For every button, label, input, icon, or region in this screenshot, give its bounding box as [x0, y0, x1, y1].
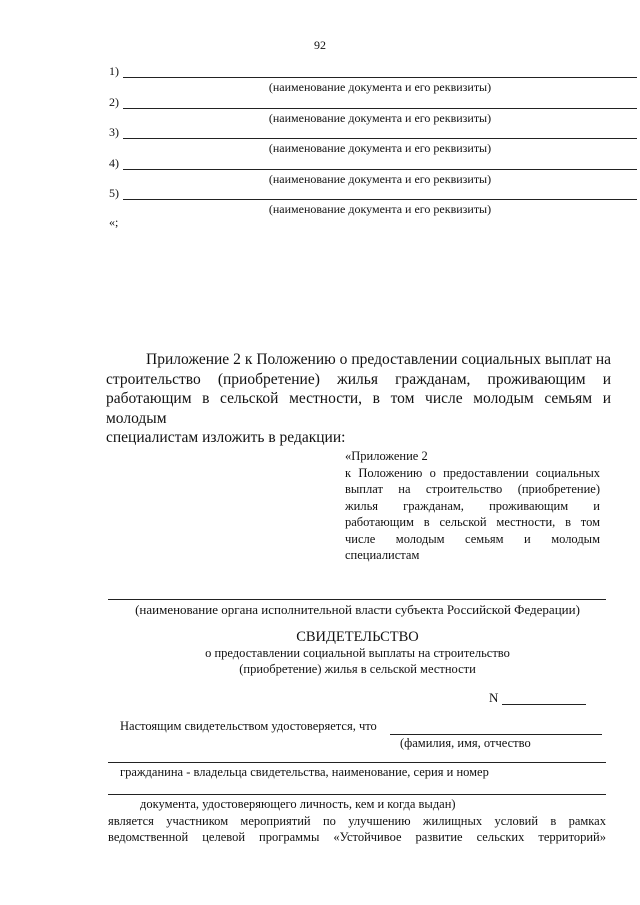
certificate-subtitle: о предоставлении социальной выплаты на строительство [205, 646, 510, 660]
holder-caption: гражданина - владельца свидетельства, наименование, серия и номер [120, 765, 489, 779]
document-fill-line [123, 108, 637, 109]
list-item-number: 5) [109, 186, 119, 200]
document-caption: (наименование документа и его реквизиты) [268, 202, 492, 216]
appendix-header [345, 448, 600, 564]
list-item-number: 2) [109, 95, 119, 109]
document-fill-line-2 [108, 794, 606, 795]
list-item-number: 1) [109, 64, 119, 78]
list-item-number: 3) [109, 125, 119, 139]
document-caption: (наименование документа и его реквизиты) [268, 172, 492, 186]
paragraph-line: специалистам изложить в редакции: [106, 429, 346, 446]
certificate-subtitle: (приобретение) жилья в сельской местности [239, 662, 476, 676]
fio-fill-line [390, 734, 602, 735]
participant-text: ведомственной целевой программы «Устойчивое развитие сельских территорий» [108, 830, 606, 844]
document-caption: (наименование документа и его реквизиты) [268, 111, 492, 125]
fio-caption: (фамилия, имя, отчество [400, 736, 531, 750]
document-fill-line [123, 199, 637, 200]
appendix-line: числе молодым семьям и молодым [345, 531, 600, 546]
certificate-title: СВИДЕТЕЛЬСТВО [296, 629, 419, 645]
authority-fill-line [108, 599, 606, 600]
number-label: N [489, 690, 499, 705]
appendix-title: «Приложение 2 [345, 449, 428, 463]
document-fill-line [123, 138, 637, 139]
paragraph-line: работающим в сельской местности, в том числе молодым семьям и молодым [106, 390, 611, 427]
authority-caption: (наименование органа исполнительной власти субъекта Российской Федерации) [135, 602, 580, 617]
participant-text: является участником мероприятий по улучшению жилищных условий в рамках [108, 814, 606, 828]
appendix-line: работающим в сельской местности, в том [345, 515, 600, 529]
document-caption: (наименование документа и его реквизиты) [268, 80, 492, 94]
document-fill-line [123, 169, 637, 170]
appendix-line: выплат на строительство (приобретение) [345, 482, 600, 496]
list-item-number: 4) [109, 156, 119, 170]
appendix-line: специалистам [345, 548, 420, 562]
amendment-paragraph [106, 350, 611, 448]
document-id-caption: документа, удостоверяющего личность, кем и когда выдан) [140, 797, 456, 811]
number-fill-line [502, 704, 586, 705]
page-number: 92 [314, 38, 326, 52]
document-caption: (наименование документа и его реквизиты) [268, 141, 492, 155]
paragraph-line: Приложение 2 к Положению о предоставлении социальных выплат на [146, 351, 611, 368]
holder-fill-line [108, 762, 606, 763]
appendix-line: к Положению о предоставлении социальных [345, 465, 600, 480]
document-fill-line [123, 77, 637, 78]
appendix-line: жилья гражданам, проживающим и [345, 498, 600, 513]
closing-quote: «; [109, 215, 119, 229]
paragraph-line: строительство (приобретение) жилья гражданам, проживающим и [106, 370, 611, 388]
certify-text: Настоящим свидетельством удостоверяется, что [120, 719, 377, 733]
